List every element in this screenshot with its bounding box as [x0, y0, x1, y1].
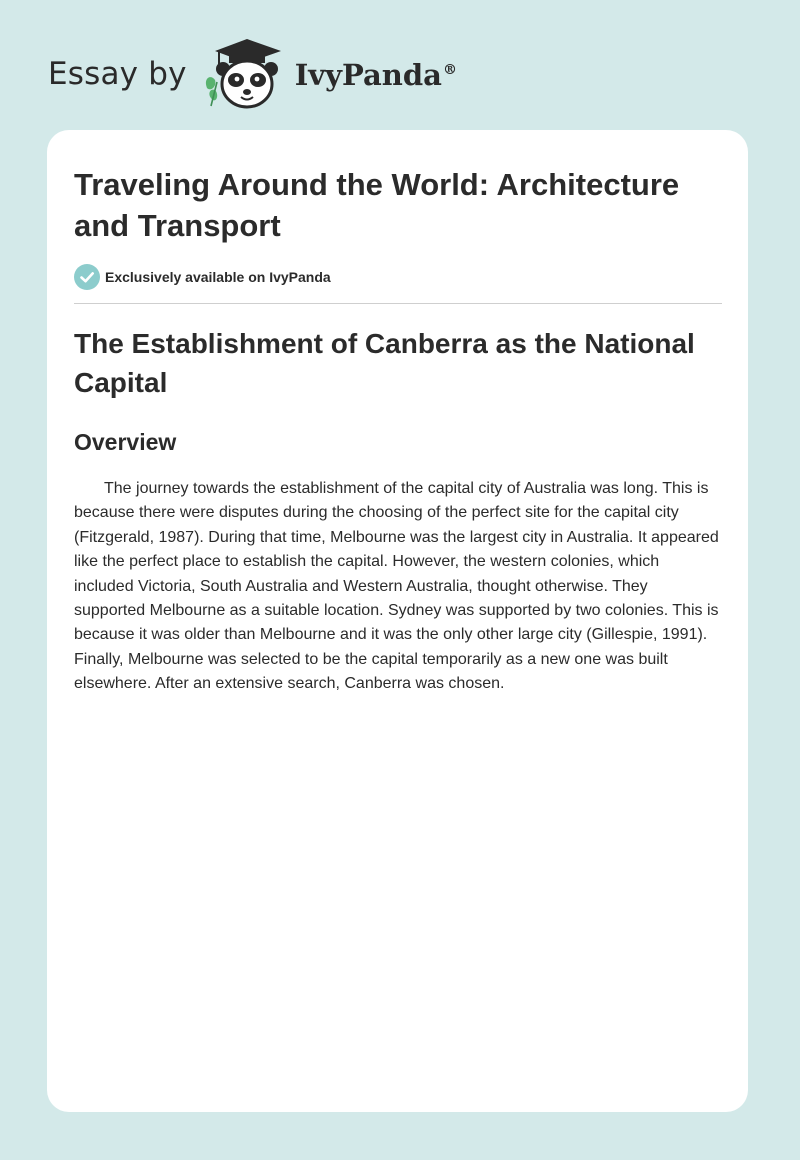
check-circle-icon — [74, 264, 100, 290]
panda-mascot-icon — [201, 36, 293, 112]
registered-mark: ® — [442, 62, 457, 79]
subsection-heading: Overview — [74, 429, 177, 455]
essay-title: Traveling Around the World: Architecture and Transport — [74, 167, 680, 243]
brand-name: IvyPanda® — [294, 58, 457, 92]
brand-logo[interactable] — [48, 34, 457, 110]
exclusive-badge-text: Exclusively available on IvyPanda — [105, 269, 331, 285]
body-paragraph: The journey towards the establishment of the capital city of Australia was long. This is because there were disputes during the choosing of the perfect site for the capital city (Fitzgerald, 1987). During that time, Melbourne was the largest city in Australia. It appeared like the perfect place to establish the capital. However, the western colonies, which included Victoria, South Australia and Western Australia, thought otherwise. They supported Melbourne as a suitable location. Sydney was supported by two colonies. This is because it was older than Melbourne and it was the only other large city (Gillespie, 1991). Finally, Melbourne was selected to be the capital temporarily as a new one was built elsewhere. After an extensive search, Canberra was chosen. — [74, 480, 719, 693]
section-heading: The Establishment of Canberra as the National Capital — [74, 328, 695, 398]
essay-card — [47, 130, 748, 1112]
brand-prefix: Essay by — [48, 56, 187, 92]
divider — [74, 303, 722, 304]
exclusive-badge — [74, 264, 331, 290]
